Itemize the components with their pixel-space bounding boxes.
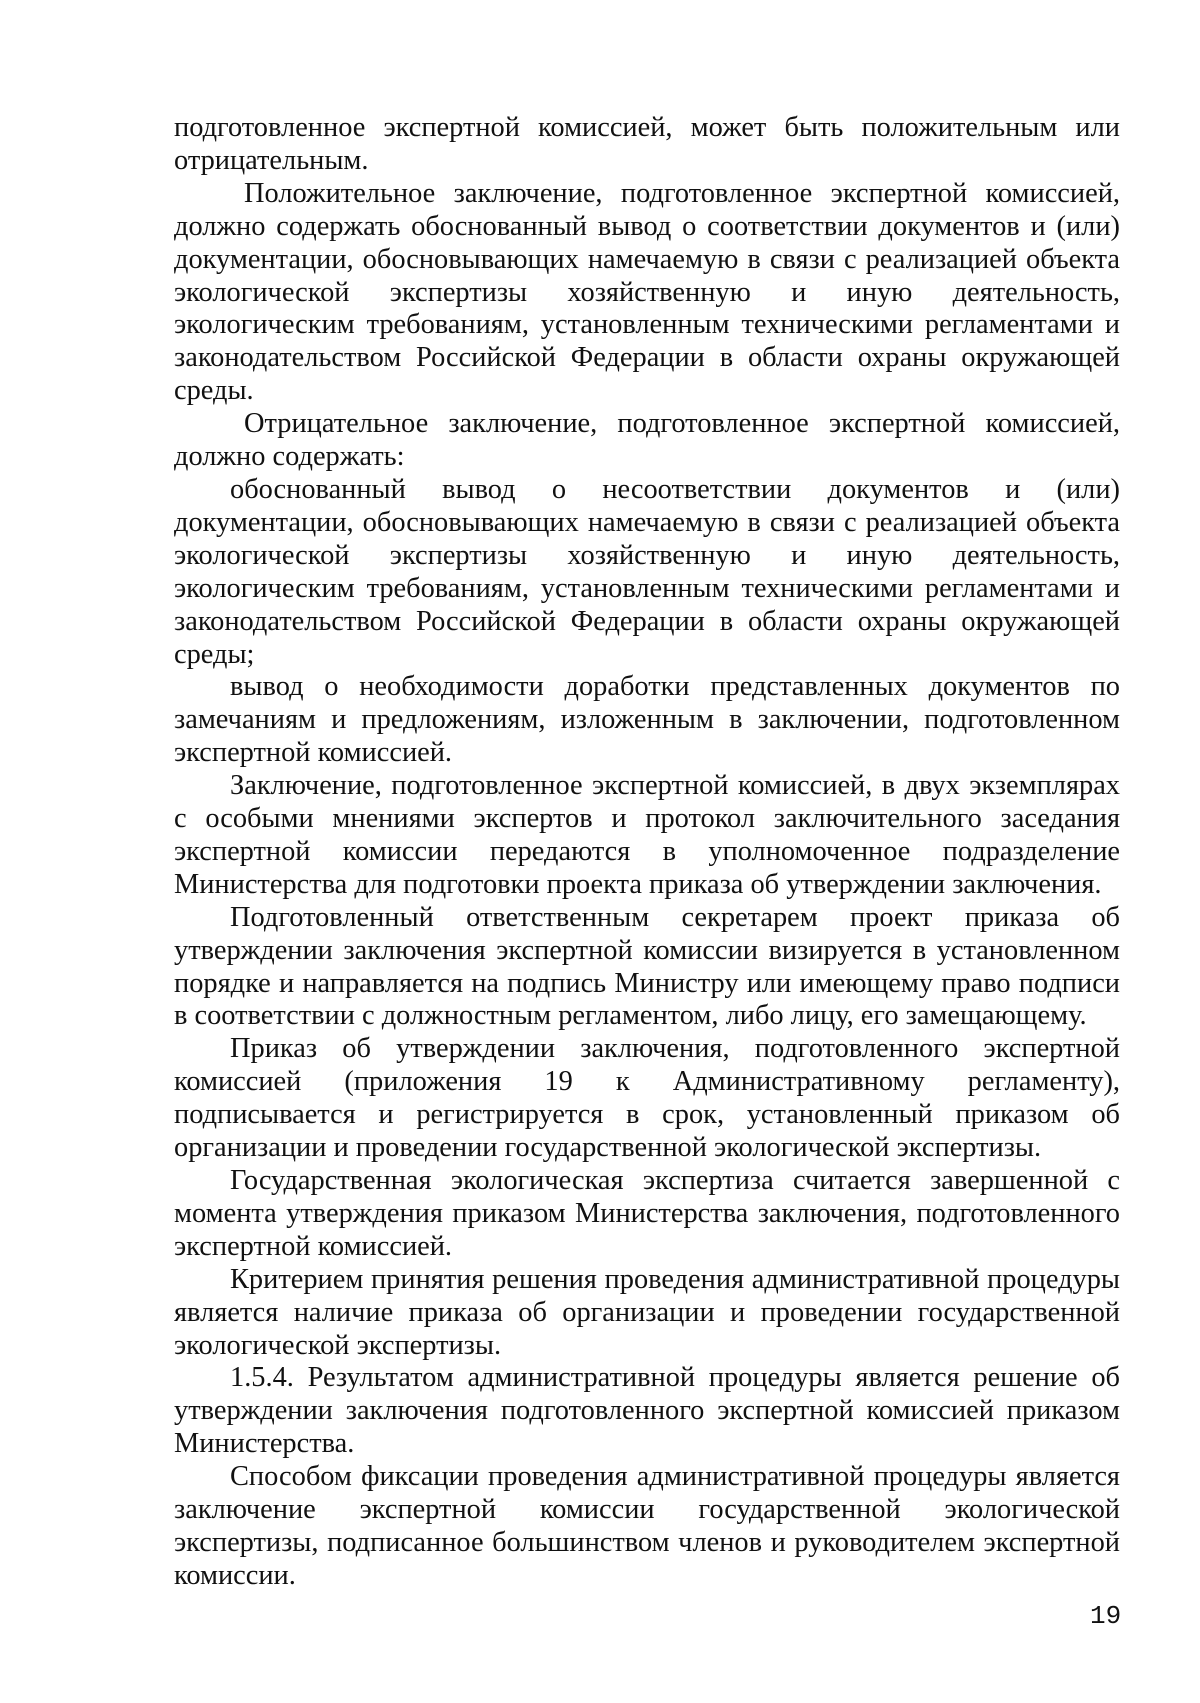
paragraph-draft-order: Подготовленный ответственным секретарем проект приказа об утверждении заключения экспертной комиссии визируется в установленном порядке и направляется на подпись Министру или имеющему право подписи в соответствии с должностным регламентом, либо лицу, его замещающему. <box>174 901 1120 1032</box>
page-number: 19 <box>1090 1601 1122 1631</box>
paragraph-positive-conclusion: Положительное заключение, подготовленное экспертной комиссией, должно содержать обоснованный вывод о соответствии документов и (или) документации, обосновывающих намечаемую в связи с реализацией объекта экологической экспертизы хозяйственную и иную деятельность, экологическим требованиям, установленным техническими регламентами и законодательством Российской Федерации в области охраны окружающей среды. <box>174 177 1120 407</box>
paragraph-order-approval: Приказ об утверждении заключения, подготовленного экспертной комиссией (приложения 19 к Административному регламенту), подписывается и регистрируется в срок, установленный приказом об организации и проведении государственной экологической экспертизы. <box>174 1033 1120 1164</box>
paragraph-review-completion: Государственная экологическая экспертиза считается завершенной с момента утверждения приказом Министерства заключения, подготовленного экспертной комиссией. <box>174 1165 1120 1262</box>
document-body <box>174 112 1120 1593</box>
paragraph-negative-conclusion: Отрицательное заключение, подготовленное экспертной комиссией, должно содержать: <box>174 408 1120 473</box>
paragraph-revision-finding: вывод о необходимости доработки представленных документов по замечаниям и предложениям, изложенным в заключении, подготовленном экспертной комиссией. <box>174 671 1120 769</box>
paragraph-procedure-result: 1.5.4. Результатом административной процедуры является решение об утверждении заключения подготовленного экспертной комиссией приказом Министерства. <box>174 1362 1120 1460</box>
paragraph-fixation-method: Способом фиксации проведения административной процедуры является заключение экспертной комиссии государственной экологической экспертизы, подписанное большинством членов и руководителем экспертной комиссии. <box>174 1461 1120 1591</box>
paragraph-transfer-to-ministry: Заключение, подготовленное экспертной комиссией, в двух экземплярах с особыми мнениями экспертов и протокол заключительного заседания экспертной комиссии передаются в уполномоченное подразделение Министерства для подготовки проекта приказа об утверждении заключения. <box>174 770 1120 900</box>
paragraph-opinion-types: подготовленное экспертной комиссией, может быть положительным или отрицательным. <box>174 112 1120 176</box>
paragraph-noncompliance-finding: обоснованный вывод о несоответствии документов и (или) документации, обосновывающих намечаемую в связи с реализацией объекта экологической экспертизы хозяйственную и иную деятельность, экологическим требованиям, установленным техническими регламентами и законодательством Российской Федерации в области охраны окружающей среды; <box>174 473 1120 670</box>
paragraph-decision-criterion: Критерием принятия решения проведения административной процедуры является наличие приказа об организации и проведении государственной экологической экспертизы. <box>174 1263 1120 1361</box>
